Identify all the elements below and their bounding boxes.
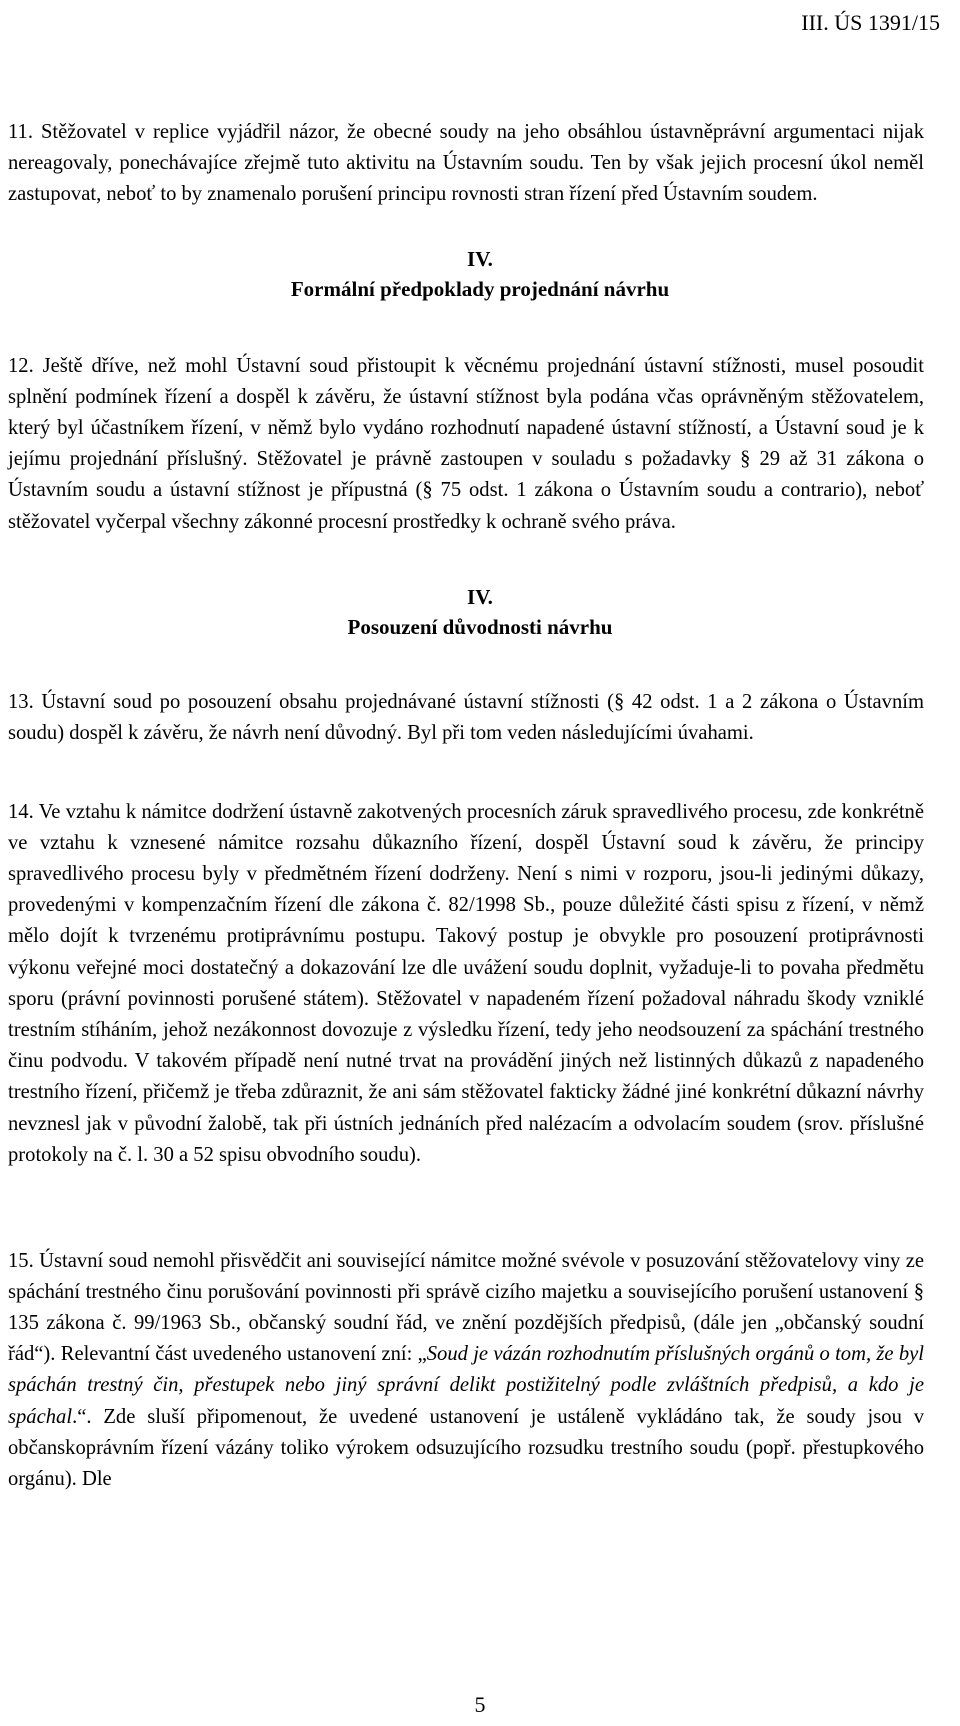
paragraph-11: 11. Stěžovatel v replice vyjádřil názor, že obecné soudy na jeho obsáhlou ústavněprávní argumentaci nijak nereagovaly, ponechávajíce zřejmě tuto aktivitu na Ústavním soudu. Ten by však jejich procesní úkol neměl zastupovat, neboť to by znamenalo porušení principu rovnosti stran řízení před Ústavním soudem.: [8, 120, 924, 205]
section-number: IV.: [467, 585, 493, 609]
page-number: 5: [474, 1692, 486, 1717]
paragraph-13: 13. Ústavní soud po posouzení obsahu projednávané ústavní stížnosti (§ 42 odst. 1 a 2 zákona o Ústavním soudu) dospěl k závěru, že návrh není důvodný. Byl při tom veden následujícími úvahami.: [8, 690, 924, 744]
paragraph-15-text: 15. Ústavní soud nemohl přisvědčit ani související námitce možné svévole v posuzování stěžovatelovy viny ze spáchání trestného činu porušování povinnosti při správě cizího majetku a souvisejícího porušení ustanovení § 135 zákona č. 99/1963 Sb., občanský soudní řád, ve znění pozdějších předpisů, (dále jen „občanský soudní řád“). Relevantní část uvedeného ustanovení zní: „: [8, 1249, 924, 1366]
section-title: Formální předpoklady projednání návrhu: [290, 277, 670, 301]
paragraph-14: 14. Ve vztahu k námitce dodržení ústavně zakotvených procesních záruk spravedlivého procesu, zde konkrétně ve vztahu k vznesené námitce rozsahu důkazního řízení, dospěl Ústavní soud k závěru, že principy spravedlivého procesu byly v předmětném řízení dodrženy. Není s nimi v rozporu, jsou-li jedinými důkazy, provedenými v kompenzačním řízení dle zákona č. 82/1998 Sb., pouze důležité části spisu z řízení, v němž mělo dojít k tvrzenému protiprávnímu postupu. Takový postup je obvykle pro posouzení protiprávnosti výkonu veřejné moci dostatečný a dokazování lze dle uvážení soudu doplnit, vyžaduje-li to povaha předmětu sporu (právní povinnosti porušené státem). Stěžovatel v napadeném řízení požadoval náhradu škody vzniklé trestním stíháním, jehož nezákonnost dovozuje z výsledku řízení, tedy jeho neodsouzení za spáchání trestného činu podvodu. V takovém případě není nutné trvat na provádění jiných než listinných důkazů z napadeného trestního řízení, přičemž je třeba zdůraznit, že ani sám stěžovatel fakticky žádné jiné konkrétní důkazní návrhy nevznesl jak v původní žalobě, tak při ústních jednáních před nalézacím a odvolacím soudem (srov. příslušné protokoly na č. l. 30 a 52 spisu obvodního soudu).: [8, 800, 924, 1166]
paragraph-15-text-end: .“. Zde sluší připomenout, že uvedené ustanovení je ustáleně vykládáno tak, že soudy jsou v občanskoprávním řízení vázány toliko výrokem odsuzujícího rozsudku trestního soudu (popř. přestupkového orgánu). Dle: [8, 1405, 924, 1491]
paragraph-15: [8, 1246, 924, 1496]
section-number: IV.: [467, 247, 493, 271]
section-title: Posouzení důvodnosti návrhu: [347, 615, 613, 639]
case-reference: III. ÚS 1391/15: [801, 10, 940, 35]
statute-quote: Soud je vázán rozhodnutím příslušných orgánů o tom, že byl spáchán trestný čin, přestupek nebo jiný správní delikt postižitelný podle zvláštních předpisů, a kdo je spáchal: [8, 1343, 924, 1428]
paragraph-12: 12. Ještě dříve, než mohl Ústavní soud přistoupit k věcnému projednání ústavní stížnosti, musel posoudit splnění podmínek řízení a dospěl k závěru, že ústavní stížnost byla podána včas oprávněným stěžovatelem, který byl účastníkem řízení, v němž bylo vydáno rozhodnutí napadené ústavní stížností, a Ústavní soud je k jejímu projednání příslušný. Stěžovatel je právně zastoupen v souladu s požadavky § 29 až 31 zákona o Ústavním soudu a ústavní stížnost je přípustná (§ 75 odst. 1 zákona o Ústavním soudu a contrario), neboť stěžovatel vyčerpal všechny zákonné procesní prostředky k ochraně svého práva.: [8, 354, 924, 533]
